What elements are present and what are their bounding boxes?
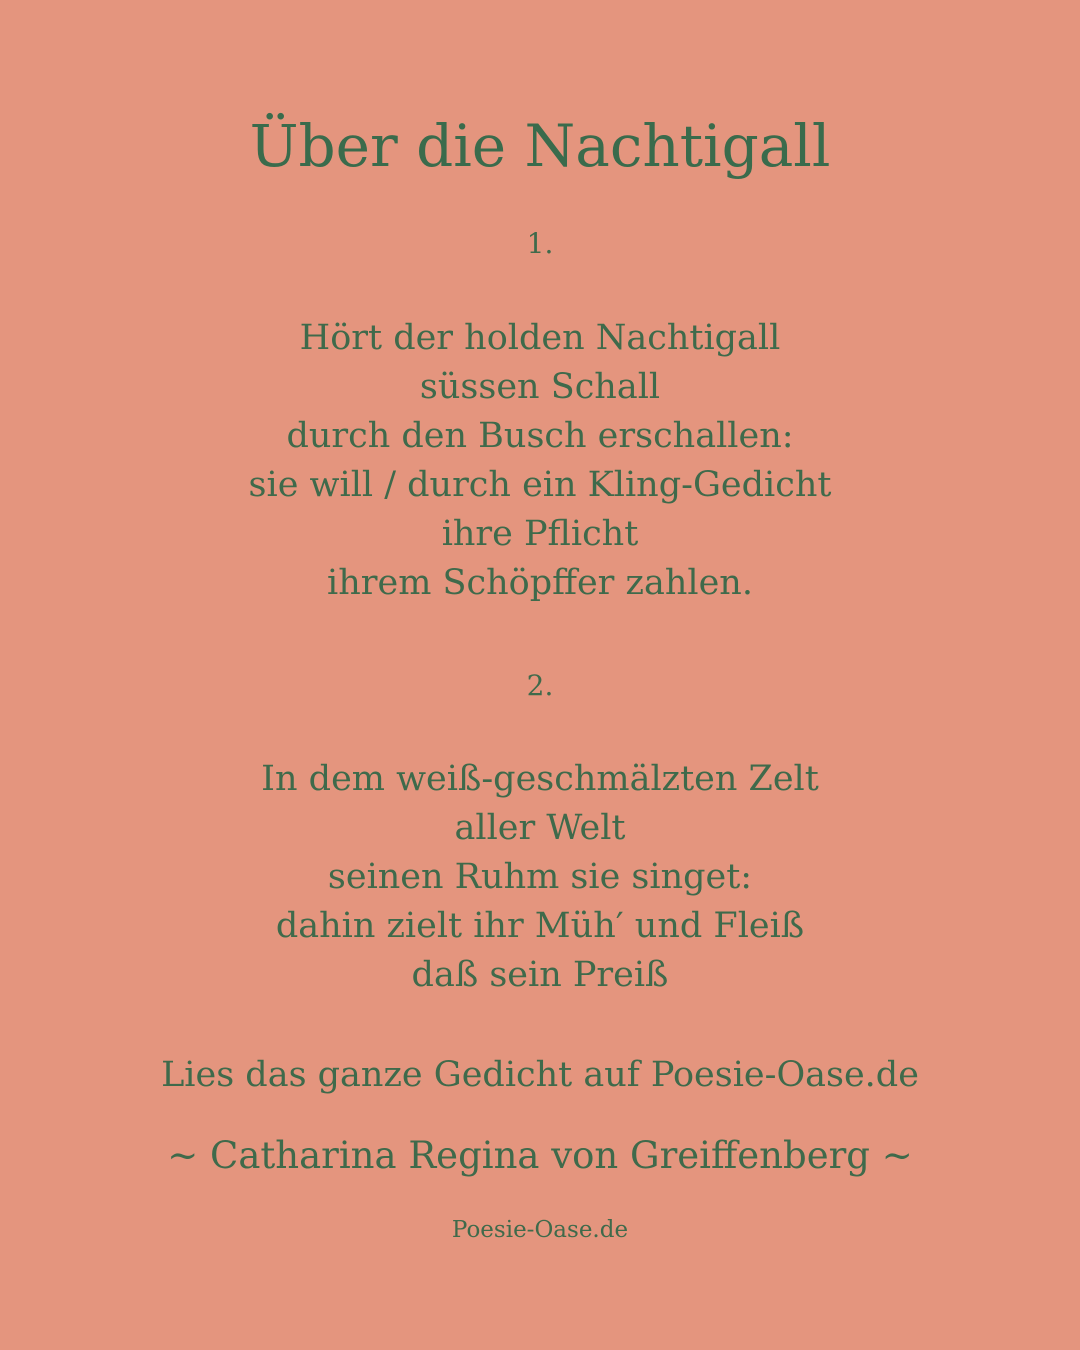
poem-line: durch den Busch erschallen: [286,416,794,456]
poem-line: dahin zielt ihr Müh′ und Fleiß [275,906,805,946]
poem-line: daß sein Preiß [411,955,669,995]
stanza-number: 1. [526,227,554,260]
poem-line: aller Welt [454,808,626,848]
poem-line: sie will / durch ein Kling-Gedicht [248,465,832,505]
poem-title: Über die Nachtigall [249,112,831,180]
stanza-number: 2. [526,669,554,702]
read-more-text: Lies das ganze Gedicht auf Poesie-Oase.de [161,1055,919,1095]
poem-line: ihre Pflicht [441,514,639,554]
stanza [0,755,1080,1000]
poem-line: ihrem Schöpffer zahlen. [327,563,753,603]
site-name: Poesie-Oase.de [451,1217,629,1243]
poem-line: seinen Ruhm sie singet: [327,857,753,897]
author-name: ~ Catharina Regina von Greiffenberg ~ [167,1134,913,1177]
poem-line: Hört der holden Nachtigall [299,318,781,358]
stanza [0,314,1080,608]
poem-line: In dem weiß-geschmälzten Zelt [261,759,819,799]
poem-line: süssen Schall [419,367,661,407]
